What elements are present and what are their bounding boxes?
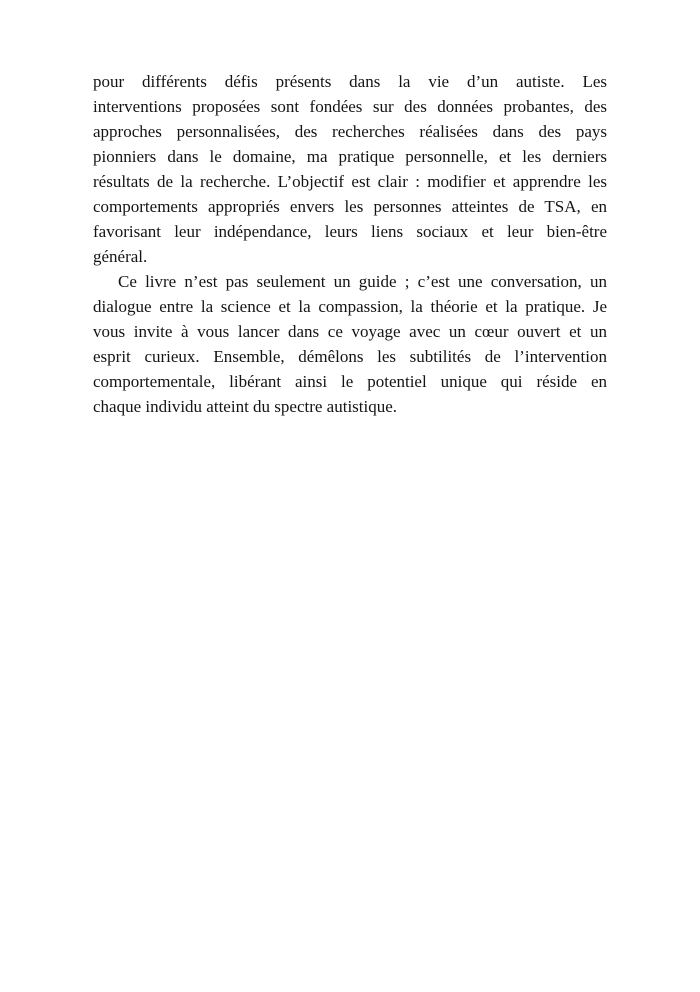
text-line: interventions proposées sont fondées sur des données probantes, des bbox=[93, 97, 607, 116]
text-line: vous invite à vous lancer dans ce voyage avec un cœur ouvert et un bbox=[93, 322, 607, 341]
text-line: chaque individu atteint du spectre autistique. bbox=[93, 397, 398, 416]
text-line: pour différents défis présents dans la vie d’un autiste. Les bbox=[93, 72, 607, 91]
text-line: approches personnalisées, des recherches réalisées dans des pays bbox=[93, 122, 607, 141]
text-line: général. bbox=[93, 247, 148, 266]
text-line: esprit curieux. Ensemble, démêlons les subtilités de l’intervention bbox=[93, 347, 607, 366]
text-line: Ce livre n’est pas seulement un guide ; c’est une conversation, un bbox=[118, 272, 607, 291]
text-line: favorisant leur indépendance, leurs liens sociaux et leur bien-être bbox=[93, 222, 607, 241]
text-line: comportementale, libérant ainsi le potentiel unique qui réside en bbox=[93, 372, 607, 391]
text-line: pionniers dans le domaine, ma pratique personnelle, et les derniers bbox=[93, 147, 607, 166]
text-line: comportements appropriés envers les personnes atteintes de TSA, en bbox=[93, 197, 607, 216]
text-line: résultats de la recherche. L’objectif est clair : modifier et apprendre les bbox=[93, 172, 607, 191]
page-content bbox=[93, 69, 607, 419]
paragraph bbox=[93, 269, 607, 419]
paragraph bbox=[93, 69, 607, 269]
text-line: dialogue entre la science et la compassion, la théorie et la pratique. Je bbox=[93, 297, 607, 316]
